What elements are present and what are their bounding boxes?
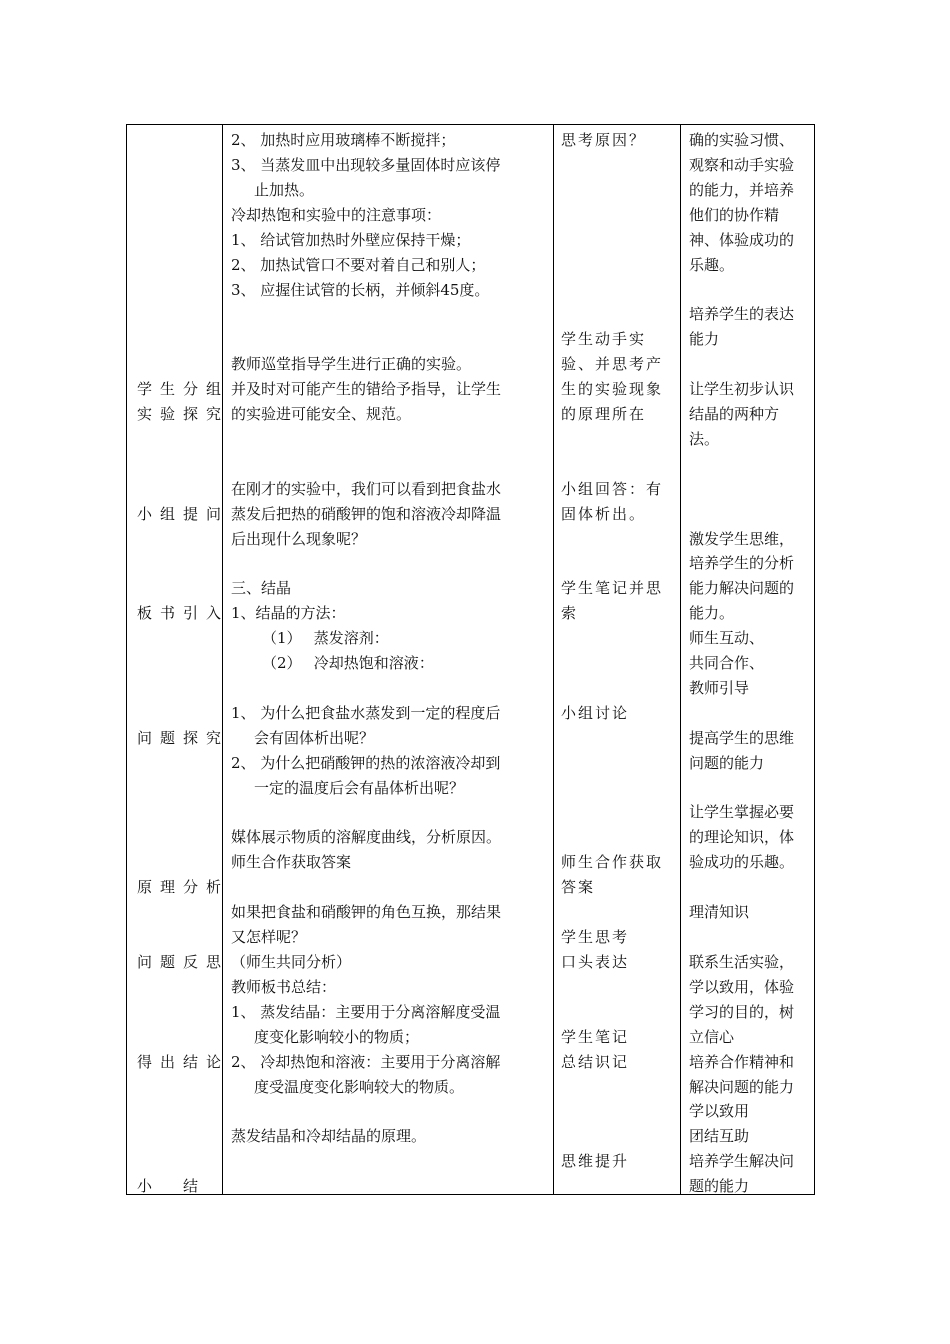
design-intent-line: 培养学生解决问 [689, 1152, 795, 1170]
student-activity-line: 学生笔记并思 [561, 579, 664, 597]
design-intent-line: 乐趣。 [689, 256, 735, 274]
design-intent-line: 法。 [689, 430, 720, 448]
teacher-activity-line: 三、结晶 [231, 579, 292, 597]
design-intent-line: 理清知识 [689, 903, 750, 921]
design-intent-line: 联系生活实验， [689, 953, 795, 971]
teacher-activity-line: 又怎样呢？ [231, 928, 307, 946]
teacher-activity-line: 2、 加热时应用玻璃棒不断搅拌； [231, 131, 456, 149]
student-activity-line: 总结识记 [561, 1053, 630, 1071]
stage-label: 原理分析 [137, 878, 230, 896]
teacher-activity-line: （2） 冷却热饱和溶液： [262, 654, 434, 672]
teacher-activity-line: 如果把食盐和硝酸钾的角色互换，那结果 [231, 903, 502, 921]
teacher-activity-line: 1、 蒸发结晶：主要用于分离溶解度受温 [231, 1003, 501, 1021]
teacher-activity-line: 教师板书总结： [231, 978, 337, 996]
stage-label: 小 结 [137, 1177, 207, 1195]
student-activity-line: 验、并思考产 [561, 355, 664, 373]
teacher-activity-line: 3、 当蒸发皿中出现较多量固体时应该停 [231, 156, 501, 174]
student-activity-line: 索 [561, 604, 579, 622]
teacher-activity-line: 媒体展示物质的溶解度曲线，分析原因。 [231, 828, 502, 846]
student-activity-line: 思维提升 [561, 1152, 630, 1170]
design-intent-line: 教师引导 [689, 679, 750, 697]
lesson-plan-table [126, 124, 815, 1195]
design-intent-line: 学以致用 [689, 1102, 750, 1120]
teacher-activity-line: 蒸发后把热的硝酸钾的饱和溶液冷却降温 [231, 505, 502, 523]
teacher-activity-line: 在刚才的实验中，我们可以看到把食盐水 [231, 480, 502, 498]
student-activity-line: 固体析出。 [561, 505, 647, 523]
design-intent-line: 立信心 [689, 1028, 735, 1046]
student-activity-line: 学生笔记 [561, 1028, 630, 1046]
teacher-activity-line: 度受温度变化影响较大的物质。 [254, 1078, 465, 1096]
teacher-activity-line: （师生共同分析） [231, 953, 352, 971]
design-intent-line: 培养合作精神和 [689, 1053, 795, 1071]
design-intent-line: 能力。 [689, 604, 735, 622]
design-intent-line: 他们的协作精 [689, 206, 780, 224]
design-intent-line: 问题的能力 [689, 754, 765, 772]
stage-label: 问题探究 [137, 729, 230, 747]
teacher-activity-line: 冷却热饱和实验中的注意事项： [231, 206, 442, 224]
teacher-activity-line: 1、结晶的方法： [231, 604, 346, 622]
design-intent-line: 学以致用，体验 [689, 978, 795, 996]
teacher-activity-line: 会有固体析出呢？ [254, 729, 375, 747]
teacher-activity-line: 2、 为什么把硝酸钾的热的浓溶液冷却到 [231, 754, 501, 772]
design-intent-line: 团结互助 [689, 1127, 750, 1145]
student-activity-line: 学生动手实 [561, 330, 647, 348]
stage-label: 得出结论 [137, 1053, 230, 1071]
stage-label: 板书引入 [137, 604, 230, 622]
teacher-activity-line: 2、 冷却热饱和溶液：主要用于分离溶解 [231, 1053, 501, 1071]
teacher-activity-line: 一定的温度后会有晶体析出呢？ [254, 779, 465, 797]
teacher-activity-line: 后出现什么现象呢？ [231, 530, 367, 548]
student-activity-line: 生的实验现象 [561, 380, 664, 398]
design-intent-line: 培养学生的分析 [689, 554, 795, 572]
student-activity-line: 小组回答：有 [561, 480, 664, 498]
stage-label: 学生分组 [137, 380, 230, 398]
student-activity-column [553, 125, 680, 1194]
student-activity-line: 学生思考 [561, 928, 630, 946]
teacher-activity-line: 的实验进可能安全、规范。 [231, 405, 412, 423]
student-activity-line: 口头表达 [561, 953, 630, 971]
design-intent-line: 培养学生的表达 [689, 305, 795, 323]
design-intent-column [680, 125, 814, 1194]
design-intent-line: 激发学生思维， [689, 530, 795, 548]
design-intent-line: 能力解决问题的 [689, 579, 795, 597]
design-intent-line: 验成功的乐趣。 [689, 853, 795, 871]
teacher-activity-line: 2、 加热试管口不要对着自己和别人； [231, 256, 486, 274]
teacher-activity-line: 1、 为什么把食盐水蒸发到一定的程度后 [231, 704, 501, 722]
design-intent-line: 学习的目的，树 [689, 1003, 795, 1021]
student-activity-line: 小组讨论 [561, 704, 630, 722]
teacher-activity-line: （1） 蒸发溶剂： [262, 629, 389, 647]
design-intent-line: 的理论知识，体 [689, 828, 795, 846]
stage-label: 实验探究 [137, 405, 230, 423]
design-intent-line: 神、体验成功的 [689, 231, 795, 249]
teacher-activity-line: 蒸发结晶和冷却结晶的原理。 [231, 1127, 427, 1145]
stage-column [127, 125, 230, 1195]
teacher-activity-line: 并及时对可能产生的错给予指导，让学生 [231, 380, 502, 398]
student-activity-line: 答案 [561, 878, 596, 896]
teacher-activity-line: 师生合作获取答案 [231, 853, 352, 871]
design-intent-line: 确的实验习惯、 [689, 131, 795, 149]
student-activity-line: 师生合作获取 [561, 853, 664, 871]
stage-label: 小组提问 [137, 505, 230, 523]
design-intent-line: 让学生掌握必要 [689, 803, 795, 821]
design-intent-line: 共同合作、 [689, 654, 765, 672]
stage-label: 问题反思 [137, 953, 230, 971]
design-intent-line: 观察和动手实验 [689, 156, 795, 174]
design-intent-line: 提高学生的思维 [689, 729, 795, 747]
design-intent-line: 让学生初步认识 [689, 380, 795, 398]
design-intent-line: 的能力，并培养 [689, 181, 795, 199]
teacher-activity-line: 度变化影响较小的物质； [254, 1028, 420, 1046]
teacher-activity-line: 止加热。 [254, 181, 315, 199]
teacher-activity-column [222, 125, 553, 1194]
teacher-activity-line: 教师巡堂指导学生进行正确的实验。 [231, 355, 472, 373]
student-activity-line: 思考原因？ [561, 131, 647, 149]
teacher-activity-line: 3、 应握住试管的长柄，并倾斜45度。 [231, 281, 490, 299]
design-intent-line: 结晶的两种方 [689, 405, 780, 423]
teacher-activity-line: 1、 给试管加热时外壁应保持干燥； [231, 231, 471, 249]
student-activity-line: 的原理所在 [561, 405, 647, 423]
design-intent-line: 解决问题的能力 [689, 1078, 795, 1096]
design-intent-line: 题的能力 [689, 1177, 750, 1195]
design-intent-line: 师生互动、 [689, 629, 765, 647]
design-intent-line: 能力 [689, 330, 720, 348]
